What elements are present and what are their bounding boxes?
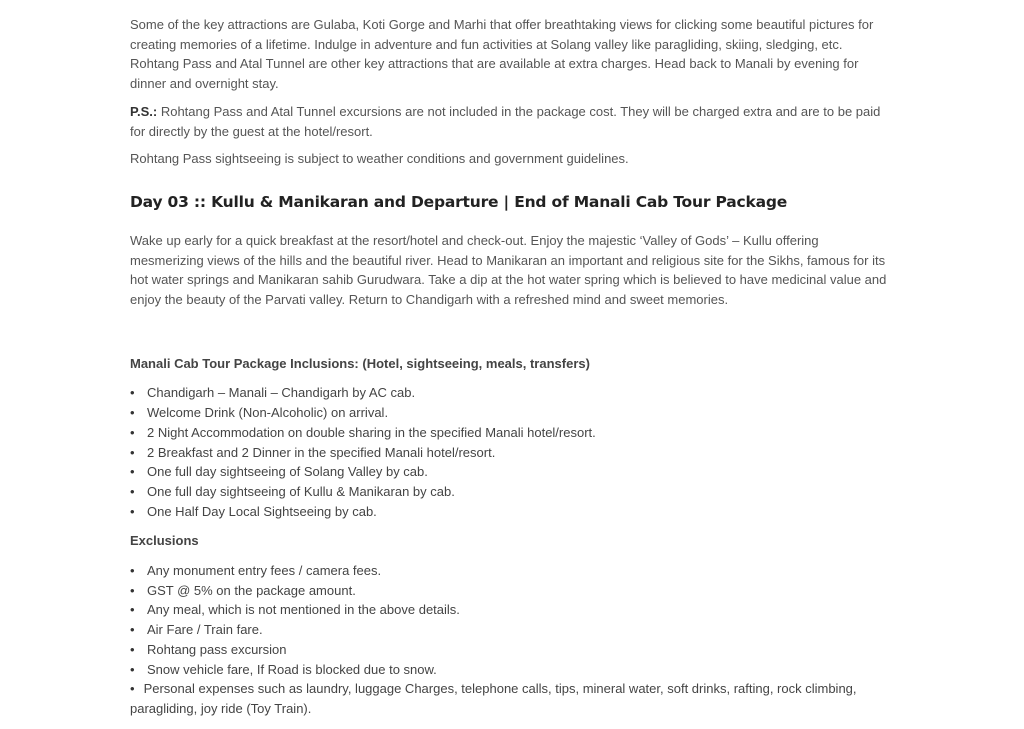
bullet-icon: • [130,661,135,677]
bullet-icon: • [130,424,135,440]
list-item [130,423,890,443]
list-item-text: Any monument entry fees / camera fees. [147,563,382,579]
exclusions-title: Exclusions [130,533,199,549]
list-item [130,679,890,718]
list-item-text: Any meal, which is not mentioned in the above details. [147,602,460,618]
list-item [130,502,890,522]
bullet-icon: • [130,582,135,598]
bullet-icon: • [130,483,135,499]
list-item [130,403,890,423]
list-item-text: One full day sightseeing of Kullu & Manikaran by cab. [147,483,455,499]
list-item [130,660,890,680]
list-item-text: Rohtang pass excursion [147,641,287,657]
bullet-icon: • [130,622,135,638]
list-item-text: 2 Night Accommodation on double sharing in the specified Manali hotel/resort. [147,424,596,440]
article-content [130,15,890,729]
bullet-icon: • [130,602,135,618]
list-item [130,462,890,482]
exclusions-list [130,561,890,719]
day2-paragraph: Some of the key attractions are Gulaba, Koti Gorge and Marhi that offer breathtaking views for clicking some beautiful pictures for creating memories of a lifetime. Indulge in adventure and fun activities at Solang valley like paragliding, skiing, sledging, etc. Rohtang Pass and Atal Tunnel are other key attractions that are available at extra charges. Head back to Manali by evening for dinner and overnight stay. [130,17,874,92]
list-item-text: Snow vehicle fare, If Road is blocked due to snow. [147,661,437,677]
list-item-text: Chandigarh – Manali – Chandigarh by AC cab. [147,385,416,401]
bullet-icon: • [130,405,135,421]
list-item [130,640,890,660]
day3-heading: Day 03 :: Kullu & Manikaran and Departure | End of Manali Cab Tour Package [130,192,788,211]
bullet-icon: • [130,641,135,657]
bullet-icon: • [130,503,135,519]
day3-paragraph: Wake up early for a quick breakfast at the resort/hotel and check-out. Enjoy the majestic ‘Valley of Gods’ – Kullu offering mesmerizing views of the hills and the beautiful river. Head to Manikaran an important and religious site for the Sikhs, famous for its hot water springs and Manikaran sahib Gurudwara. Take a dip at the hot water spring which is believed to have medicinal value and enjoy the beauty of the Parvati valley. Return to Chandigarh with a refreshed mind and sweet memories. [130,232,887,308]
list-item [130,620,890,640]
bullet-icon: • [130,385,135,401]
ps-label: P.S.: [130,103,158,119]
bullet-icon: • [130,563,135,579]
inclusions-list [130,383,890,521]
list-item-text: GST @ 5% on the package amount. [147,582,356,598]
inclusions-title: Manali Cab Tour Package Inclusions: (Hotel, sightseeing, meals, transfers) [130,355,590,371]
list-item-text: One Half Day Local Sightseeing by cab. [147,503,377,519]
list-item-text: One full day sightseeing of Solang Valley by cab. [147,464,428,480]
ps-note [130,102,890,141]
list-item [130,600,890,620]
bullet-icon: • [130,681,135,697]
ps-text: Rohtang Pass and Atal Tunnel excursions are not included in the package cost. They will be charged extra and are to be paid for directly by the guest at the hotel/resort. [130,103,881,139]
list-item [130,581,890,601]
list-item [130,443,890,463]
list-item [130,383,890,403]
list-item-text: Welcome Drink (Non-Alcoholic) on arrival. [147,405,389,421]
list-item-text: Personal expenses such as laundry, luggage Charges, telephone calls, tips, mineral water, soft drinks, rafting, rock climbing, paragliding, joy ride (Toy Train). [130,681,857,716]
weather-note: Rohtang Pass sightseeing is subject to weather conditions and government guidelines. [130,151,629,167]
list-item-text: 2 Breakfast and 2 Dinner in the specified Manali hotel/resort. [147,444,496,460]
list-item [130,561,890,581]
list-item-text: Air Fare / Train fare. [147,622,263,638]
list-item [130,482,890,502]
bullet-icon: • [130,464,135,480]
bullet-icon: • [130,444,135,460]
